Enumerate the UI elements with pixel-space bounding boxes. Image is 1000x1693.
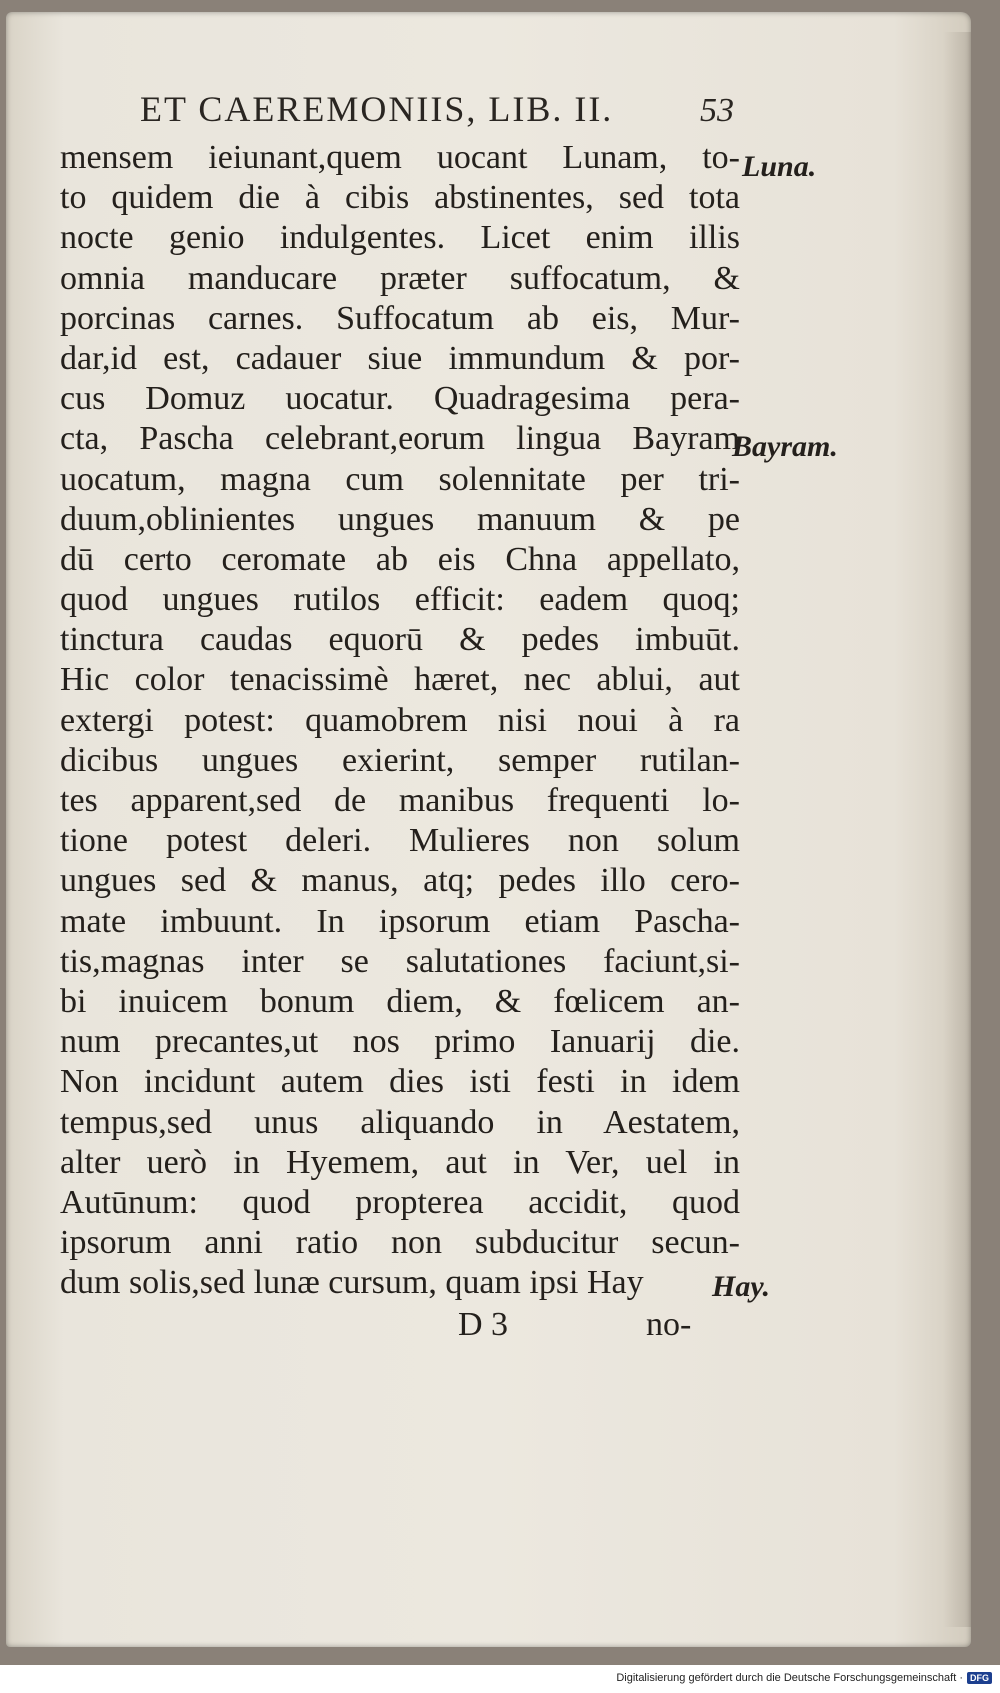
- text-line: ipsorum anni ratio non subducitur secun-: [60, 1224, 740, 1262]
- digitization-credit: Digitalisierung gefördert durch die Deutsche Forschungsgemeinschaft ·: [616, 1672, 963, 1684]
- text-line: quod ungues rutilos efficit: eadem quoq;: [60, 581, 740, 619]
- text-line: mate imbuunt. In ipsorum etiam Pascha-: [60, 902, 740, 940]
- text-line: ungues sed & manus, atq; pedes illo cero-: [60, 862, 740, 900]
- text-line: alter uerò in Hyemem, aut in Ver, uel in: [60, 1143, 740, 1181]
- text-line: dar,id est, cadauer siue immundum & por-: [60, 339, 740, 377]
- text-line: tione potest deleri. Mulieres non solum: [60, 822, 740, 860]
- text-line: uocatum, magna cum solennitate per tri-: [60, 460, 740, 498]
- text-line: duum,oblinientes ungues manuum & pe: [60, 500, 740, 538]
- running-head: ET CAEREMONIIS, LIB. II.: [140, 89, 614, 129]
- text-line: extergi potest: quamobrem nisi noui à ra: [60, 701, 740, 739]
- text-line: Non incidunt autem dies isti festi in idem: [60, 1063, 740, 1101]
- text-line: Hic color tenacissimè hæret, nec ablui, aut: [60, 661, 740, 699]
- page-edge-shadow: [943, 32, 971, 1627]
- margin-note-hay: Hay.: [712, 1270, 771, 1303]
- body-text: [60, 138, 740, 1303]
- catchword: no-: [646, 1306, 692, 1343]
- text-line: cus Domuz uocatur. Quadragesima pera-: [60, 380, 740, 418]
- text-line: cta, Pascha celebrant,eorum lingua Bayram: [60, 420, 740, 458]
- folio-number: 53: [700, 92, 734, 129]
- dfg-logo: DFG: [967, 1672, 992, 1684]
- text-line: tis,magnas inter se salutationes faciunt,si-: [60, 942, 740, 980]
- margin-note-luna: Luna.: [742, 150, 817, 183]
- text-line: num precantes,ut nos primo Ianuarij die.: [60, 1023, 740, 1061]
- signature-mark: D 3: [458, 1306, 509, 1343]
- text-line: tempus,sed unus aliquando in Aestatem,: [60, 1103, 740, 1141]
- digitization-footer: [616, 1672, 992, 1684]
- text-line: tinctura caudas equorū & pedes imbuūt.: [60, 621, 740, 659]
- text-line: nocte genio indulgentes. Licet enim illis: [60, 219, 740, 257]
- text-line: to quidem die à cibis abstinentes, sed tota: [60, 179, 740, 217]
- text-line: bi inuicem bonum diem, & fœlicem an-: [60, 982, 740, 1020]
- margin-note-bayram: Bayram.: [732, 430, 838, 463]
- text-line: dū certo ceromate ab eis Chna appellato,: [60, 540, 740, 578]
- text-line: porcinas carnes. Suffocatum ab eis, Mur-: [60, 299, 740, 337]
- text-line: tes apparent,sed de manibus frequenti lo-: [60, 782, 740, 819]
- text-line: Autūnum: quod propterea accidit, quod: [60, 1183, 740, 1221]
- text-line: omnia manducare præter suffocatum, &: [60, 259, 740, 297]
- text-line: dicibus ungues exierint, semper rutilan-: [60, 741, 740, 779]
- text-line: mensem ieiunant,quem uocant Lunam, to-: [60, 139, 740, 176]
- text-line: dum solis,sed lunæ cursum, quam ipsi Hay: [60, 1264, 644, 1302]
